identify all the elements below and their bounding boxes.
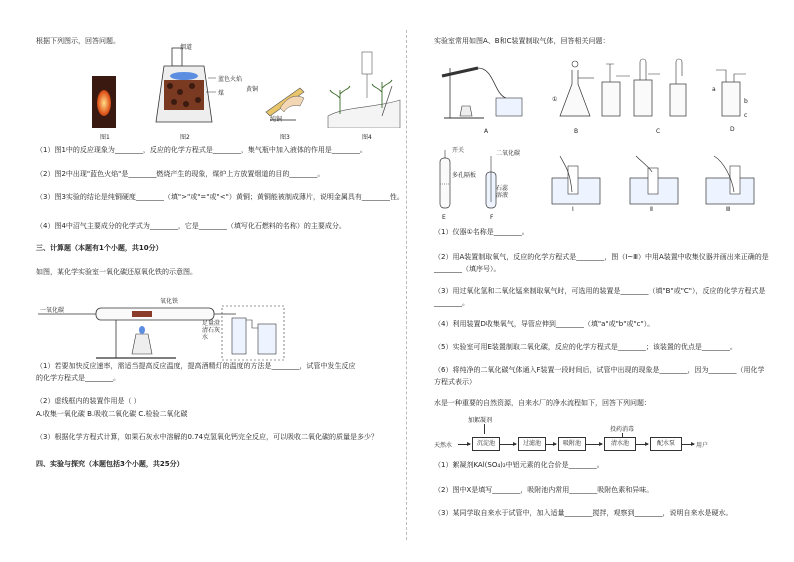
fig4-caption: 图4 [362,134,372,141]
part-question-2a: （2）用A装置制取氧气，反应的化学方程式是________，图（Ⅰ~Ⅲ）中用A装置中收集仪器并画出来正确的是 [434,253,769,261]
right-column [428,0,794,562]
column-divider [406,30,407,540]
question-1: （1）图1中的反应现象为________，反应的化学方程式是________，集气瓶中加入液体的作用是________。 [36,146,367,154]
label-litmus-solution: 石蕊溶液 [496,185,509,199]
label-coal: 煤 [218,90,225,97]
fig1-caption: 图1 [100,134,110,141]
flow-arrow-5 [636,444,648,445]
question-3: （3）图3实验的结论是纯铜硬度________（填">"或"="或"<"）黄铜；黄铜能被制成薄片，说明金属具有________性。 [36,193,404,201]
flow-step-sediment: 沉淀池 [472,437,500,451]
label-pipe-b: b [744,98,748,105]
water-question-1: （1）絮凝剂KAl(SO₄)₂中铝元素的化合价是________。 [434,461,604,469]
apparatus-label-c: C [656,128,661,135]
label-pipe-c: c [744,112,748,119]
section-3-intro: 如图，某化学实验室一氧化碳还原氧化铁的示意图。 [36,268,197,276]
calc-question-1a: （1）若要加快反应速率，需适当提高反应温度，提高酒精灯的温度的方法是________，试管中发生反应 [36,362,356,370]
part-question-3a: （3）用过氧化氢和二氧化锰来制取氧气时，可选用的装置是________（填"B"或"C"），反应的化学方程式是 [434,287,766,295]
flow-arrow-1 [458,444,470,445]
label-carbon-dioxide: 二氧化碳 [496,150,521,157]
flow-arrow-2 [500,444,516,445]
label-chimney: 烟道 [180,44,193,51]
flow-step-adsorb: 吸附池 [558,437,586,451]
part-question-6b: 方程式表示） [434,378,476,386]
apparatus-label-iii: Ⅲ [726,206,731,213]
apparatus-label-b: B [574,128,579,135]
calc-question-2-options: A.收集一氧化碳 B.吸收二氧化碳 C.检验二氧化碳 [36,410,188,418]
flow-label-coagulant: 加絮凝剂 [468,417,493,424]
section-4-heading: 四、实验与探究（本题包括3个小题，共25分） [36,460,184,468]
fig3-hardness-test [260,78,310,126]
part-question-4: （4）利用装置D收集氧气，导管应伸到________（填"a"或"b"或"c"）。 [434,320,655,328]
apparatus-row-2 [434,148,764,212]
water-question-3: （3）某同学取自来水于试管中，加入适量________搅拌，观察到________，说明自来水是硬水。 [434,509,733,517]
flow-user: 用户 [696,442,709,449]
left-column [30,0,404,562]
label-limewater: 足量澄清石灰水 [202,320,221,341]
label-porous-plate: 多孔隔板 [452,172,477,179]
fig3-caption: 图3 [280,134,290,141]
flow-source: 天然水 [434,442,453,449]
apparatus-label-a: A [484,128,489,135]
question-2: （2）图2中出现"蓝色火焰"是________燃烧产生的现象，煤炉上方放置烟道的目的________。 [36,170,325,178]
flow-step-clear-water: 清水池 [604,437,636,451]
part-question-1: （1）仪器①名称是________。 [434,228,529,236]
right-intro: 实验室常用如图A、B和C装置制取气体，回答相关问题： [434,37,610,45]
fig4-biogas-plants [326,46,402,128]
apparatus-label-f: F [490,214,494,221]
question-4: （4）图4中沼气主要成分的化学式为________，它是________（填写化石燃料的名称）的主要成分。 [36,222,346,230]
label-iron-oxide: 氧化铁 [160,298,179,305]
flow-step-filter: 过滤池 [518,437,546,451]
apparatus-label-d: D [730,126,735,133]
part-question-5: （5）实验室可用E装置制取二氧化碳，反应的化学方程式是________；该装置的优点是________。 [434,343,737,351]
water-intro: 水是一种重要的自然资源，自来水厂的净水流程如下，回答下列问题： [434,399,651,407]
calc-question-2: （2）虚线框内的装置作用是（ ） [36,397,141,405]
apparatus-label-e: E [442,214,446,221]
calc-question-3: （3）根据化学方程式计算，如果石灰水中溶解的0.74克氢氧化钙完全反应，可以吸收二氧化碳的质量是多少？ [36,433,379,441]
label-blue-flame: 蓝色火焰 [218,76,243,83]
water-question-2: （2）图中X是填写________，吸附池内常用________吸附色素和异味。 [434,486,654,494]
label-instrument-one: ① [552,96,558,103]
left-intro: 根据下列图示，回答问题。 [36,37,120,45]
flow-arrow-4 [586,444,602,445]
calc-question-1b: 的化学方程式是________。 [36,374,120,382]
label-carbon-monoxide: 一氧化碳 [40,307,65,314]
section-3-heading: 三、计算题（本题有1个小题，共10分） [36,244,163,252]
part-question-6a: （6）将纯净的二氧化碳气体通入F装置一段时间后，试管中出现的现象是________，因为________（用化学 [434,366,765,374]
label-switch: 开关 [452,147,465,154]
flow-arrow-6 [682,444,694,445]
fig1-burning-photo [92,76,116,128]
flow-label-disinfect: 投药消毒 [610,426,635,433]
label-brass: 黄铜 [246,86,259,93]
part-question-3b: ________。 [434,299,469,307]
flow-step-pump: 配水泵 [650,437,682,451]
flow-down-arrow-1 [484,424,485,434]
label-copper: 纯铜 [270,116,283,123]
label-pipe-a: a [712,86,716,93]
part-question-2b: ________（填序号）。 [434,265,501,273]
apparatus-label-ii: Ⅱ [650,206,653,213]
fig2-caption: 图2 [180,134,190,141]
flow-arrow-3 [546,444,556,445]
apparatus-label-i: Ⅰ [572,206,574,213]
